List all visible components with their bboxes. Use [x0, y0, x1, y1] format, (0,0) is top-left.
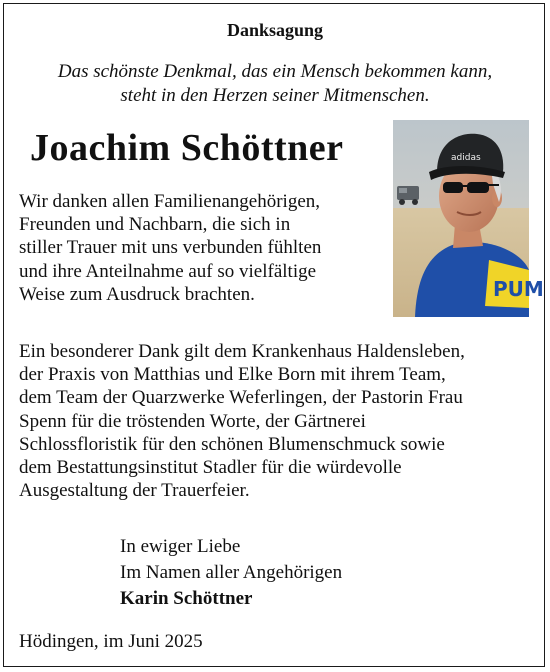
- text-line: Spenn für die tröstenden Worte, der Gärtnerei: [19, 410, 366, 432]
- text-line: Weise zum Ausdruck brachten.: [19, 283, 255, 305]
- closing-block: [120, 534, 342, 586]
- motto-line: Das schönste Denkmal, das ein Mensch bekommen kann,: [57, 61, 493, 82]
- shirt-print-text: PUM: [493, 277, 544, 301]
- closing-line: In ewiger Liebe: [120, 536, 241, 557]
- text-line: dem Team der Quarzwerke Weferlingen, der Pastorin Frau: [19, 387, 463, 409]
- cap-logo-text: adidas: [451, 153, 481, 163]
- motto-line: steht in den Herzen seiner Mitmenschen.: [120, 85, 430, 106]
- text-line: der Praxis von Matthias und Elke Born mit ihrem Team,: [19, 364, 446, 386]
- text-line: und ihre Anteilnahme auf so vielfältige: [19, 260, 317, 282]
- thanks-paragraph: [19, 190, 389, 306]
- text-line: Ein besonderer Dank gilt dem Krankenhaus Haldensleben,: [19, 341, 465, 362]
- notice-heading: Danksagung: [226, 20, 324, 40]
- text-line: Schlossfloristik für den schönen Blumenschmuck sowie: [19, 433, 445, 455]
- text-line: Ausgestaltung der Trauerfeier.: [19, 480, 250, 502]
- deceased-name: Joachim Schöttner: [30, 127, 344, 169]
- special-thanks-paragraph: [19, 340, 539, 502]
- text-line: dem Bestattungsinstitut Stadler für die würdevolle: [19, 457, 402, 479]
- text-line: stiller Trauer mit uns verbunden fühlten: [19, 237, 322, 259]
- signer-name: Karin Schöttner: [120, 588, 253, 609]
- text-line: Wir danken allen Familienangehörigen,: [19, 191, 321, 212]
- closing-line: Im Namen aller Angehörigen: [120, 562, 343, 583]
- place-date: Hödingen, im Juni 2025: [19, 631, 203, 652]
- portrait-photo: [393, 120, 544, 317]
- text-line: Freunden und Nachbarn, die sich in: [19, 214, 291, 236]
- motto-quote: [0, 60, 550, 108]
